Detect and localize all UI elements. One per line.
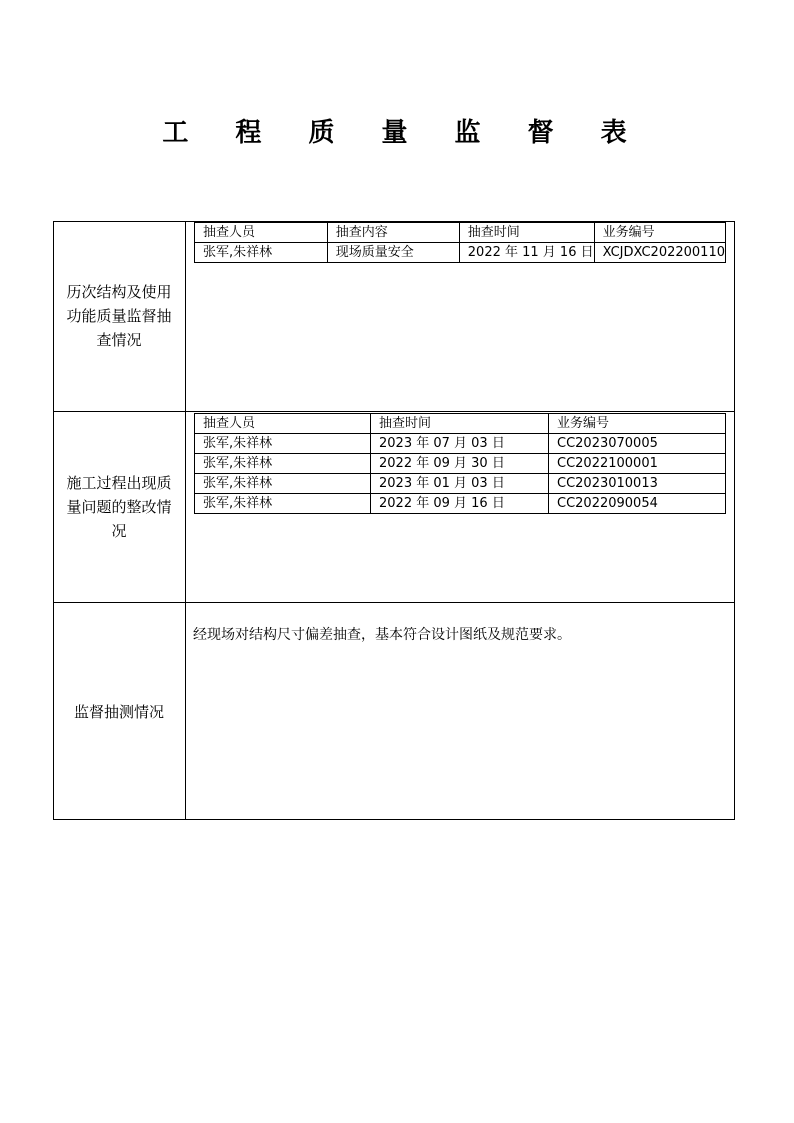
cell-date: 2023 年 01 月 03 日 [371,474,549,494]
table-header-row [195,414,726,434]
cell-business-id: CC2023070005 [549,434,726,454]
cell-content: 现场质量安全 [327,243,459,263]
table-row [195,434,726,454]
section-label-rectification [53,412,185,602]
section-label-history-checks [53,221,185,411]
header-inspector: 抽查人员 [195,223,328,243]
header-business-id: 业务编号 [549,414,726,434]
rectification-table [194,413,726,514]
table-row [195,494,726,514]
cell-inspector: 张军,朱祥林 [195,434,371,454]
cell-business-id: CC2022090054 [549,494,726,514]
section-label-text: 施工过程出现质量问题的整改情况 [66,474,172,540]
table-header-row [195,223,726,243]
inspection-remark: 经现场对结构尺寸偏差抽查，基本符合设计图纸及规范要求。 [193,627,571,643]
table-row [195,454,726,474]
cell-inspector: 张军,朱祥林 [195,454,371,474]
table-row [195,243,726,263]
cell-date: 2022 年 09 月 16 日 [371,494,549,514]
cell-date: 2023 年 07 月 03 日 [371,434,549,454]
cell-business-id: CC2023010013 [549,474,726,494]
cell-inspector: 张军,朱祥林 [195,474,371,494]
header-date: 抽查时间 [371,414,549,434]
header-inspector: 抽查人员 [195,414,371,434]
table-row [195,474,726,494]
cell-business-id: CC2022100001 [549,454,726,474]
column-divider [185,221,186,820]
cell-business-id: XCJDXC202200110 [594,243,725,263]
header-content: 抽查内容 [327,223,459,243]
page-title: 工 程 质 量 监 督 表 [162,118,646,148]
history-checks-table [194,222,726,263]
cell-date: 2022 年 09 月 30 日 [371,454,549,474]
cell-date: 2022 年 11 月 16 日 [459,243,594,263]
header-business-id: 业务编号 [594,223,725,243]
cell-inspector: 张军,朱祥林 [195,243,328,263]
cell-inspector: 张军,朱祥林 [195,494,371,514]
section-label-inspection [53,603,185,820]
section-label-text: 历次结构及使用功能质量监督抽查情况 [66,283,172,349]
header-date: 抽查时间 [459,223,594,243]
section-label-text: 监督抽测情况 [73,702,164,721]
